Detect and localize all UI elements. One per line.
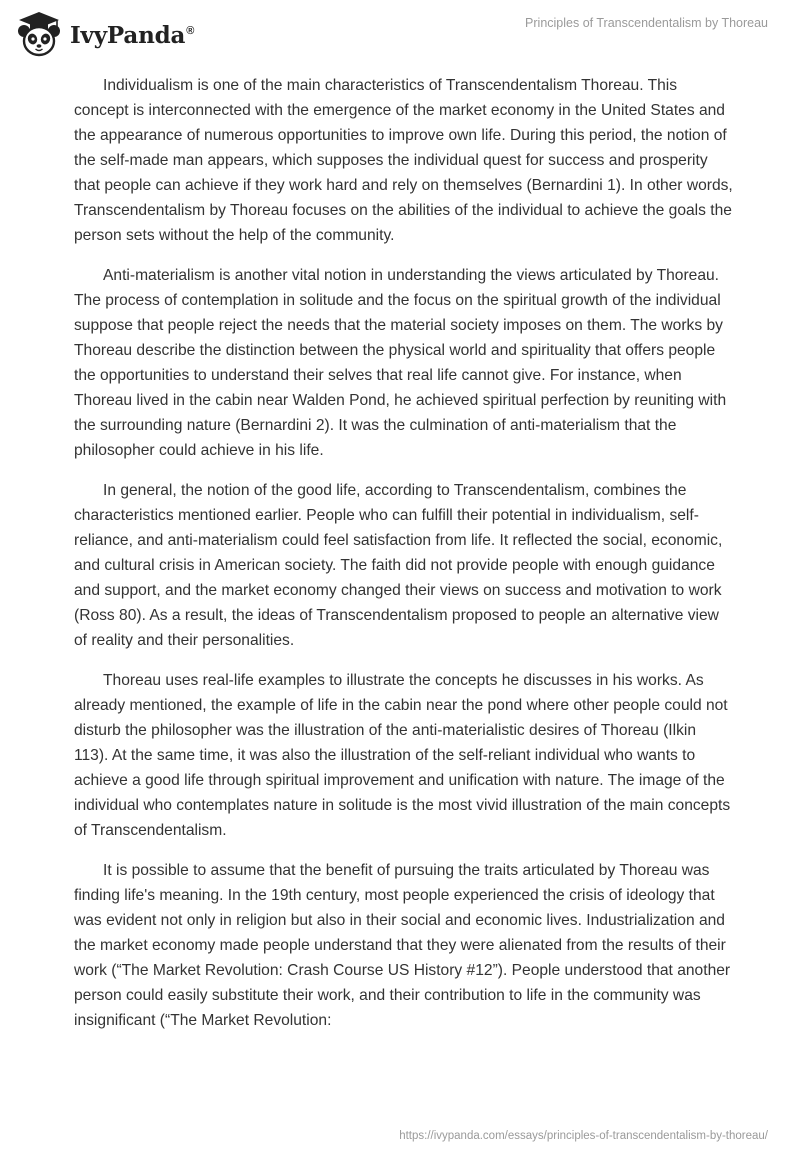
brand-logo[interactable]	[14, 8, 194, 60]
source-url[interactable]: https://ivypanda.com/essays/principles-of-transcendentalism-by-thoreau/	[399, 1130, 768, 1142]
paragraph: Anti-materialism is another vital notion in understanding the views articulated by Thoreau. The process of contemplation in solitude and the focus on the spiritual growth of the individual suppose that people reject the needs that the material society imposes on them. The works by Thoreau describe the distinction between the physical world and spirituality that offers people the opportunities to understand their selves that real life cannot give. For instance, when Thoreau lived in the cabin near Walden Pond, he achieved spiritual perfection by reuniting with the surrounding nature (Bernardini 2). It was the culmination of anti-materialism that the philosopher could achieve in his life.	[74, 267, 727, 459]
page-header	[0, 0, 800, 70]
registered-mark: ®	[186, 24, 195, 37]
essay-body	[74, 73, 734, 1048]
document-title: Principles of Transcendentalism by Thoreau	[525, 16, 768, 30]
paragraph: It is possible to assume that the benefit of pursuing the traits articulated by Thoreau was finding life's meaning. In the 19th century, most people experienced the crisis of ideology that was evident not only in religion but also in their social and economic lives. Industrialization and the market economy made people understand that they were alienated from the results of their work (“The Market Revolution: Crash Course US History #12”). People understood that another person could easily substitute their work, and their contribution to life in the community was insignificant (“The Market Revolution:	[74, 862, 731, 1029]
paragraph: Individualism is one of the main characteristics of Transcendentalism Thoreau. This concept is interconnected with the emergence of the market economy in the United States and the appearance of numerous opportunities to improve own life. During this period, the notion of the self-made man appears, which supposes the individual quest for success and prosperity that people can achieve if they work hard and rely on themselves (Bernardini 1). In other words, Transcendentalism by Thoreau focuses on the abilities of the individual to achieve the goals the person sets without the help of the community.	[74, 77, 733, 244]
paragraph: In general, the notion of the good life, according to Transcendentalism, combines the characteristics mentioned earlier. People who can fulfill their potential in individualism, self-reliance, and anti-materialism could feel satisfaction from life. It reflected the social, economic, and cultural crisis in American society. The faith did not provide people with enough guidance and support, and the market economy changed their views on success and motivation to work (Ross 80). As a result, the ideas of Transcendentalism proposed to people an alternative view of reality and their personalities.	[74, 482, 723, 649]
panda-graduation-cap-icon	[14, 9, 64, 59]
paragraph: Thoreau uses real-life examples to illustrate the concepts he discusses in his works. As already mentioned, the example of life in the cabin near the pond where other people could not disturb the philosopher was the illustration of the anti-materialistic desires of Thoreau (Ilkin 113). At the same time, it was also the illustration of the self-reliant individual who wants to achieve a good life through spiritual improvement and unification with nature. The image of the individual who contemplates nature in solitude is the most vivid illustration of the main concepts of Transcendentalism.	[74, 672, 731, 839]
brand-name: IvyPanda®	[70, 21, 195, 49]
